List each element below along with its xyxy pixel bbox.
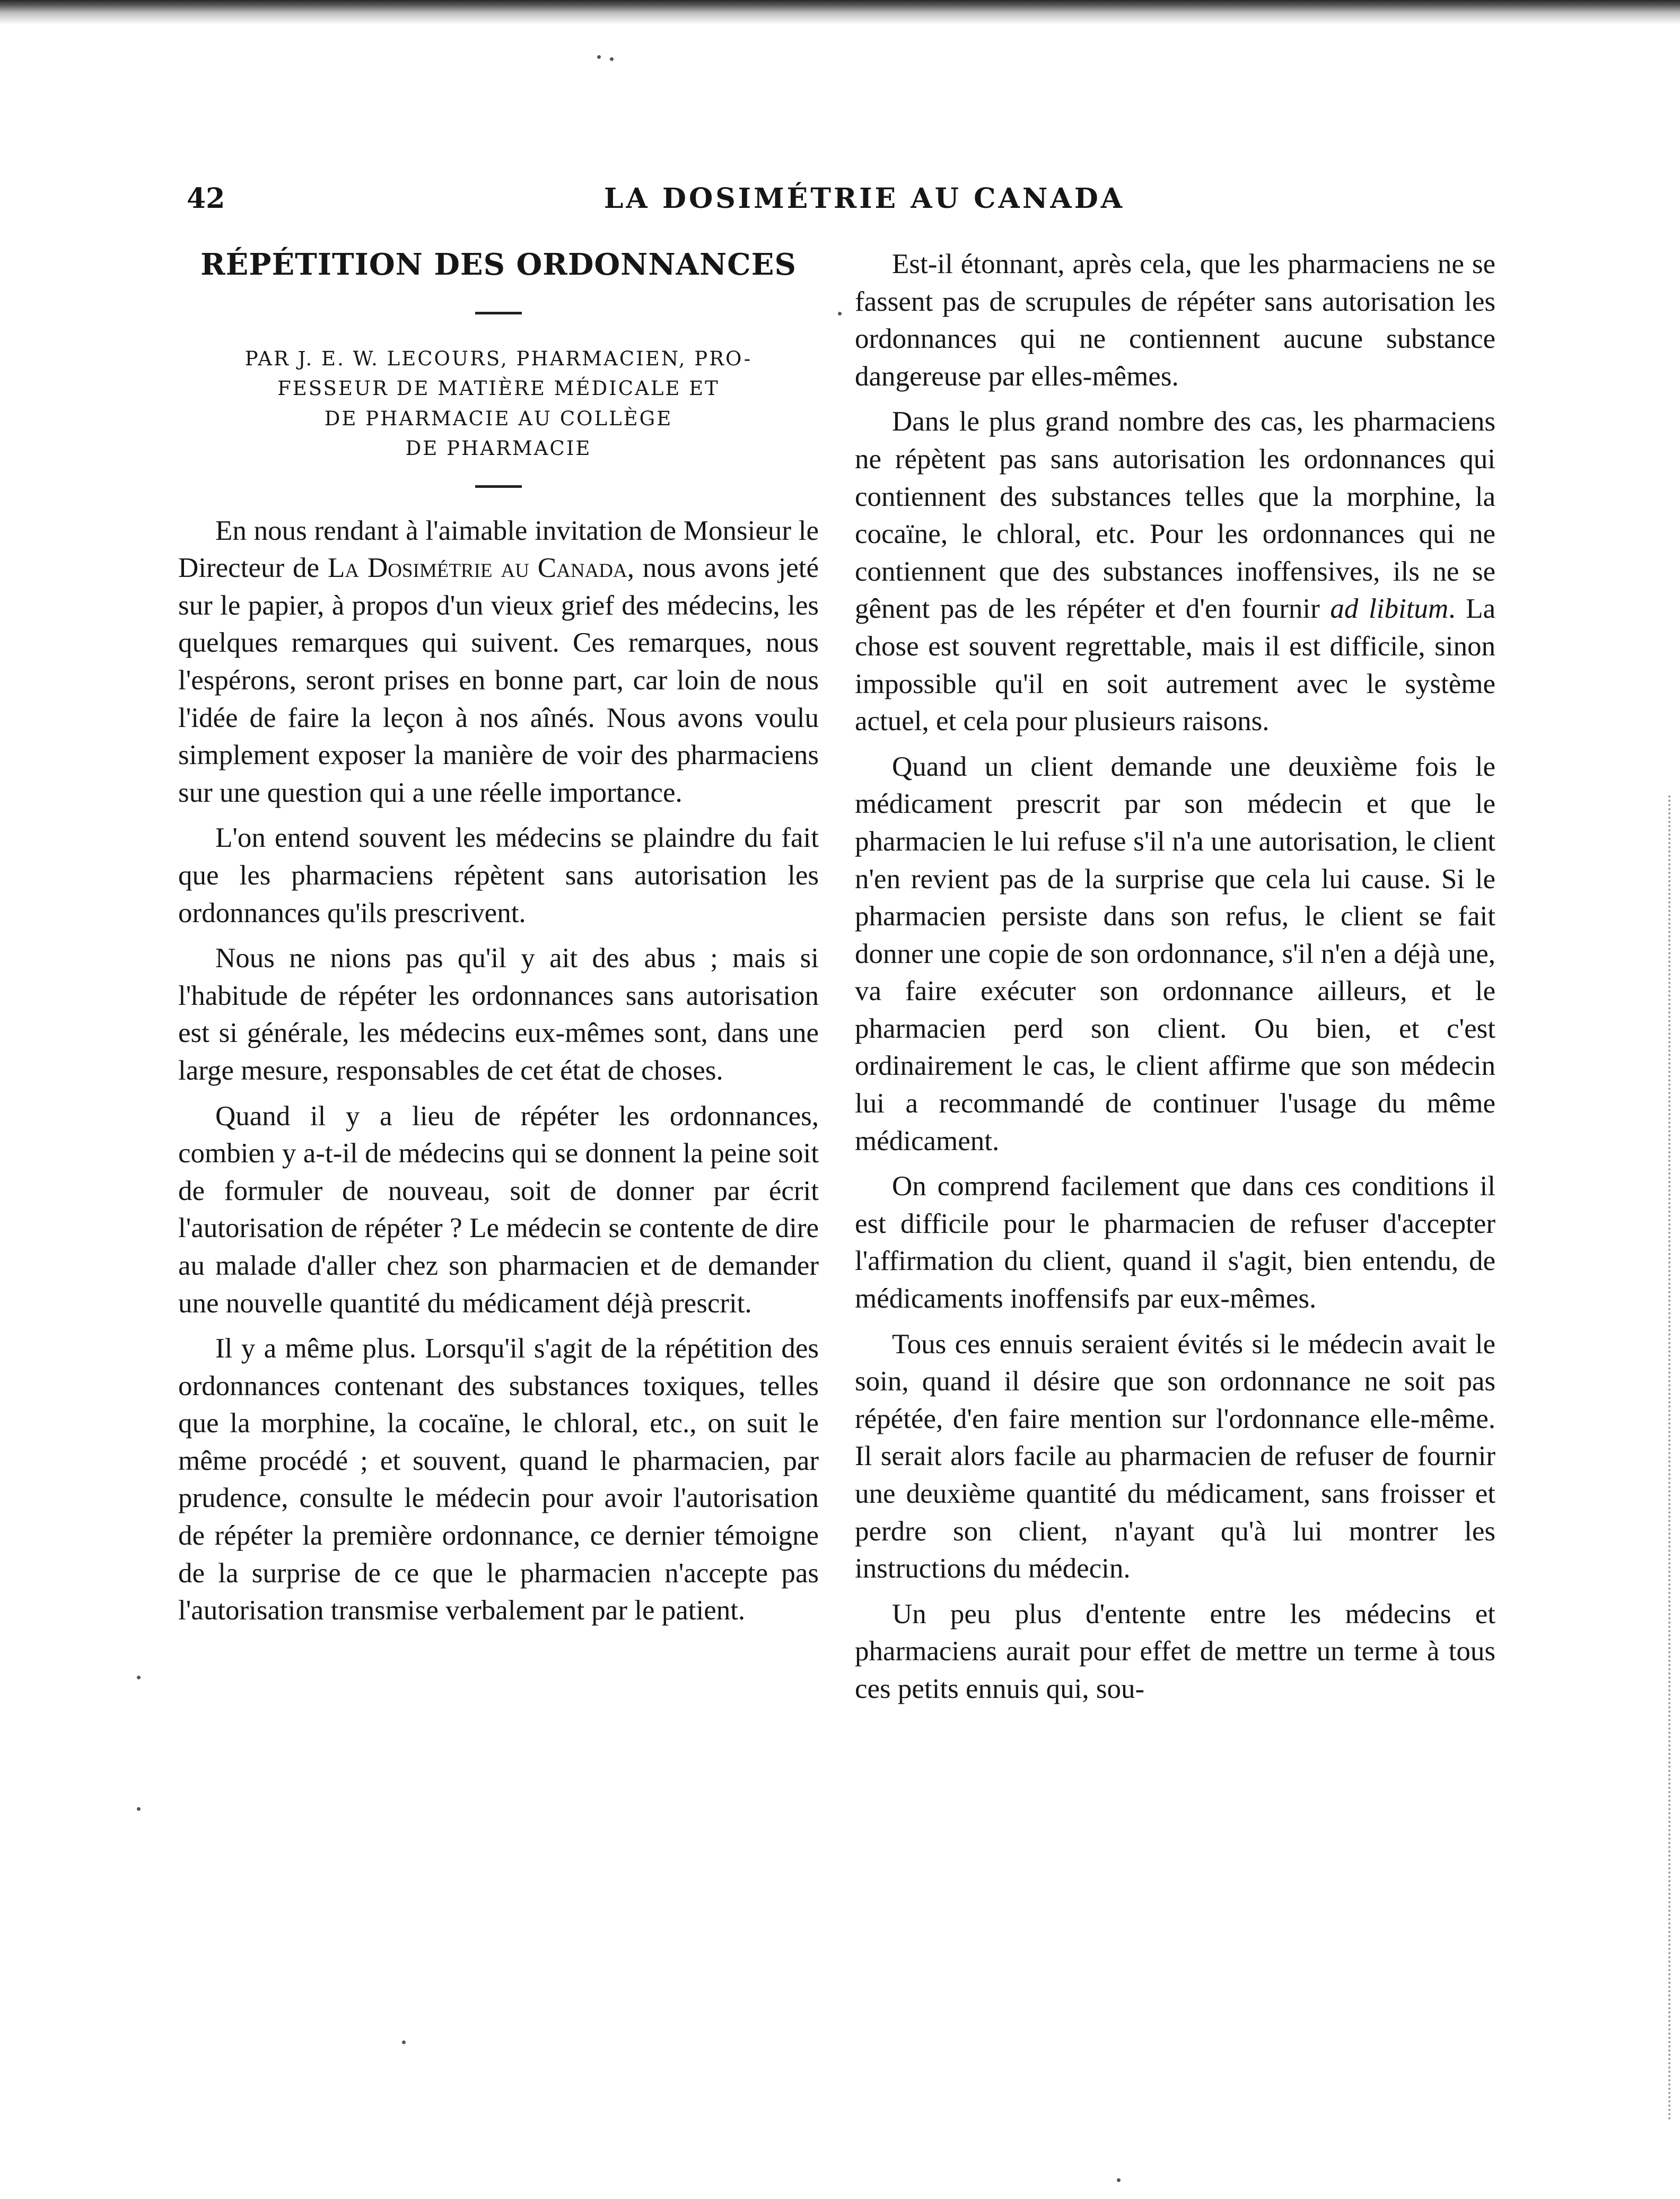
byline-rule bbox=[475, 485, 522, 488]
paragraph-text: Dans le plus grand nombre des cas, les pharmaciens ne répètent pas sans autorisation les ordonnances qui contiennent des substances telles que la morphine, la cocaïne, le chloral, etc. Pour les ordonnances qui ne contiennent que des substances inoffensives, ils ne se gênent pas de les répéter et d'en fournir bbox=[855, 406, 1495, 625]
paragraph-abuses: Nous ne nions pas qu'il y ait des abus ; mais si l'habitude de répéter les ordonnances sans autorisation est si générale, les médecins eux-mêmes sont, dans une large mesure, responsables de cet état de choses. bbox=[178, 943, 819, 1086]
title-rule bbox=[475, 312, 522, 314]
paragraph-repetition-practice: Quand il y a lieu de répéter les ordonnances, combien y a-t-il de médecins qui se donnent la peine soit de formuler de nouveau, soit de donner par écrit l'autorisation de répéter ? Le médecin se contente de dire au malade d'aller chez son pharmacien et de demander une nouvelle quantité du médicament déjà prescrit. bbox=[178, 1100, 819, 1319]
paragraph-text: . La chose est souvent regrettable, mais il est difficile, sinon impossible qu'il en soit autrement avec le système actuel, et cela pour plusieurs raisons. bbox=[855, 593, 1495, 737]
paragraph-text: , nous avons jeté sur le papier, à propos d'un vieux grief des médecins, les quelques remarques qui suivent. Ces remarques, nous l'espérons, seront prises en bonne part, car loin de nous l'idée de faire la leçon à nos aînés. Nous avons voulu simplement exposer la manière de voir des pharmaciens sur une question qui a une réelle importance. bbox=[178, 553, 819, 808]
journal-name: La Dosimétrie au Canada bbox=[327, 553, 627, 584]
scan-right-edge bbox=[1668, 795, 1673, 2121]
paragraph-complaint: L'on entend souvent les médecins se plaindre du fait que les pharmaciens répètent sans autorisation les ordonnances qu'ils prescrivent. bbox=[178, 822, 819, 928]
scan-top-edge bbox=[0, 0, 1680, 24]
page-number: 42 bbox=[187, 182, 225, 215]
latin-phrase: ad libitum bbox=[1330, 593, 1449, 625]
scan-speck bbox=[610, 57, 614, 61]
paragraph-conditions: On comprend facilement que dans ces conditions il est difficile pour le pharmacien de refuser d'accepter l'affirmation du client, quand il s'agit, bien entendu, de médicaments inoffensifs par eux-mêmes. bbox=[855, 1171, 1495, 1315]
byline-line: PAR J. E. W. LECOURS, PHARMACIEN, PRO- bbox=[244, 347, 752, 370]
paragraph-agreement: Un peu plus d'entente entre les médecins et pharmaciens aurait pour effet de mettre un terme à tous ces petits ennuis qui, sou- bbox=[855, 1598, 1495, 1704]
scan-speck bbox=[402, 2040, 406, 2044]
right-column bbox=[855, 246, 1495, 1716]
paragraph-most-cases bbox=[855, 403, 1495, 740]
scan-speck bbox=[838, 312, 842, 316]
scan-speck bbox=[597, 55, 601, 59]
paragraph-toxic-substances: Il y a même plus. Lorsqu'il s'agit de la répétition des ordonnances contenant des substances toxiques, telles que la morphine, la cocaïne, le chloral, etc., on suit le même procédé ; et souvent, quand le pharmacien, par prudence, consulte le médecin pour avoir l'autorisation de répéter la première ordonnance, ce dernier témoigne de la surprise de ce que le pharmacien n'accepte pas l'autorisation transmise verbalement par le patient. bbox=[178, 1333, 819, 1626]
scan-speck bbox=[137, 1676, 141, 1679]
left-column bbox=[178, 246, 819, 1637]
paragraph-avoid-troubles: Tous ces ennuis seraient évités si le médecin avait le soin, quand il désire que son ordonnance ne soit pas répétée, d'en faire mention sur l'ordonnance elle-même. Il serait alors facile au pharmacien de refuser de fournir une deuxième quantité du médicament, sans froisser et perdre son client, n'ayant qu'à lui montrer les instructions du médecin. bbox=[855, 1328, 1495, 1584]
byline-line: FESSEUR DE MATIÈRE MÉDICALE ET bbox=[277, 377, 720, 400]
running-title: LA DOSIMÉTRIE AU CANADA bbox=[603, 182, 1125, 215]
byline-line: DE PHARMACIE bbox=[405, 437, 592, 460]
paragraph-intro bbox=[178, 512, 819, 812]
paragraph-scruples: Est-il étonnant, après cela, que les pharmaciens ne se fassent pas de scrupules de répéter sans autorisation les ordonnances qui ne contiennent aucune substance dangereuse par elles-mêmes. bbox=[855, 249, 1495, 392]
paragraph-client-request: Quand un client demande une deuxième fois le médicament prescrit par son médecin et que le pharmacien le lui refuse s'il n'a une autorisation, le client n'en revient pas de la surprise que cela lui cause. Si le pharmacien persiste dans son refus, le client se fait donner une copie de son ordonnance, s'il n'en a déjà une, va faire exécuter son ordonnance ailleurs, et le pharmacien perd son client. Ou bien, et c'est ordinairement le cas, le client affirme que son médecin lui a recommandé de continuer l'usage du même médicament. bbox=[855, 751, 1495, 1157]
article-title: RÉPÉTITION DES ORDONNANCES bbox=[200, 247, 797, 282]
author-byline bbox=[178, 344, 819, 464]
scan-speck bbox=[137, 1807, 141, 1811]
byline-line: DE PHARMACIE AU COLLÈGE bbox=[324, 407, 673, 430]
scan-speck bbox=[1117, 2178, 1121, 2182]
paragraph-text: En nous rendant à l'aimable invitation de Monsieur le Directeur de bbox=[178, 515, 819, 584]
